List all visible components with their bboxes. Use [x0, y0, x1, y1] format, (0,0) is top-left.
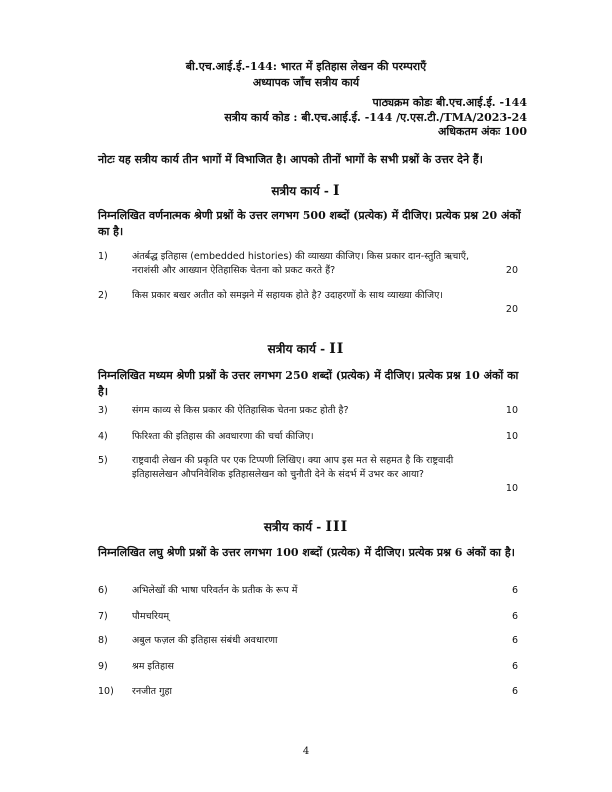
section-roman-numeral: III	[325, 519, 349, 535]
question-number: 5)	[98, 455, 108, 466]
question-number: 3)	[98, 405, 108, 416]
question-text: राष्ट्रवादी लेखन की प्रकृति पर एक टिप्पणी लिखिए। क्या आप इस मत से सहमत है कि राष्ट्रवादी इतिहासलेखन औपनिवेशिक इतिहासलेखन को चुनौती देने के संदर्भ में उभर कर आया?	[132, 455, 454, 480]
section-title-2	[0, 340, 612, 357]
question-item	[98, 454, 518, 496]
page-number: 4	[302, 746, 310, 757]
question-number: 8)	[98, 635, 108, 646]
question-text: श्रम इतिहास	[132, 661, 174, 672]
section-roman-numeral: II	[329, 341, 345, 357]
question-text: अभिलेखों की भाषा परिवर्तन के प्रतीक के रूप में	[132, 585, 298, 596]
question-item	[98, 685, 518, 701]
question-number: 6)	[98, 585, 108, 596]
question-marks: 10	[505, 483, 518, 494]
section-3-instruction: निम्नलिखित लघु श्रेणी प्रश्नों के उत्तर लगभग 100 शब्दों (प्रत्येक) में दीजिए। प्रत्येक प्रश्न 6 अंकों का है।	[98, 546, 515, 559]
note-paragraph: नोटः यह सत्रीय कार्य तीन भागों में विभाजित है। आपको तीनों भागों के सभी प्रश्नों के उत्तर देने हैं।	[98, 153, 483, 166]
question-marks: 6	[511, 686, 518, 697]
section-title-1	[0, 182, 612, 199]
assignment-type: अध्यापक जाँच सत्रीय कार्य	[252, 76, 360, 89]
question-item	[98, 289, 518, 319]
question-item	[98, 404, 518, 420]
course-code: पाठ्यक्रम कोडः बी.एच.आई.ई. -144	[372, 96, 527, 109]
question-marks: 10	[505, 405, 518, 416]
question-marks: 6	[511, 585, 518, 596]
section-roman-numeral: I	[333, 183, 341, 199]
question-text: अबुल फज़ल की इतिहास संबंधी अवधारणा	[132, 635, 278, 646]
assignment-code: सत्रीय कार्य कोड : बी.एच.आई.ई. -144 /ए.एस.टी./TMA/2023-24	[224, 111, 527, 124]
question-text: फिरिश्ता की इतिहास की अवधारणा की चर्चा कीजिए।	[132, 431, 314, 442]
question-text: रनजीत गुहा	[132, 686, 172, 697]
question-number: 9)	[98, 661, 108, 672]
section-title-prefix: सत्रीय कार्य -	[267, 342, 330, 356]
question-text: पौमचरियम्	[132, 611, 170, 622]
question-marks: 20	[505, 304, 518, 315]
section-title-prefix: सत्रीय कार्य -	[263, 520, 326, 534]
section-2-instruction: निम्नलिखित मध्यम श्रेणी प्रश्नों के उत्तर लगभग 250 शब्दों (प्रत्येक) में दीजिए। प्रत्येक प्रश्न 10 अंकों का है।	[98, 369, 519, 398]
section-title-prefix: सत्रीय कार्य -	[271, 184, 334, 198]
question-item	[98, 660, 518, 676]
question-text: संगम काव्य से किस प्रकार की ऐतिहासिक चेतना प्रकट होती है?	[132, 405, 349, 416]
question-marks: 6	[511, 611, 518, 622]
question-item	[98, 584, 518, 600]
max-marks: अधिकतम अंकः 100	[437, 125, 527, 138]
question-marks: 6	[511, 661, 518, 672]
question-item	[98, 634, 518, 650]
question-number: 10)	[98, 686, 114, 697]
course-title: बी.एच.आई.ई.-144: भारत में इतिहास लेखन की परम्पराएँ	[185, 60, 427, 73]
question-item	[98, 250, 518, 280]
question-marks: 20	[505, 265, 518, 276]
section-1-instruction: निम्नलिखित वर्णनात्मक श्रेणी प्रश्नों के उत्तर लगभग 500 शब्दों (प्रत्येक) में दीजिए। प्रत्येक प्रश्न 20 अंकों का है।	[98, 209, 521, 238]
question-number: 2)	[98, 290, 108, 301]
question-marks: 10	[505, 431, 518, 442]
question-number: 4)	[98, 431, 108, 442]
question-marks: 6	[511, 635, 518, 646]
question-text: अंतर्बद्ध इतिहास (embedded histories) की व्याख्या कीजिए। किस प्रकार दान-स्तुति ऋचाएँ, नराशंसी और आख्यान ऐतिहासिक चेतना को प्रकट करते हैं?	[132, 251, 470, 276]
section-title-3	[0, 518, 612, 535]
question-number: 1)	[98, 251, 108, 262]
question-item	[98, 610, 518, 626]
question-item	[98, 430, 518, 446]
question-number: 7)	[98, 611, 108, 622]
question-text: किस प्रकार बखर अतीत को समझने में सहायक होते है? उदाहरणों के साथ व्याख्या कीजिए।	[132, 290, 443, 301]
